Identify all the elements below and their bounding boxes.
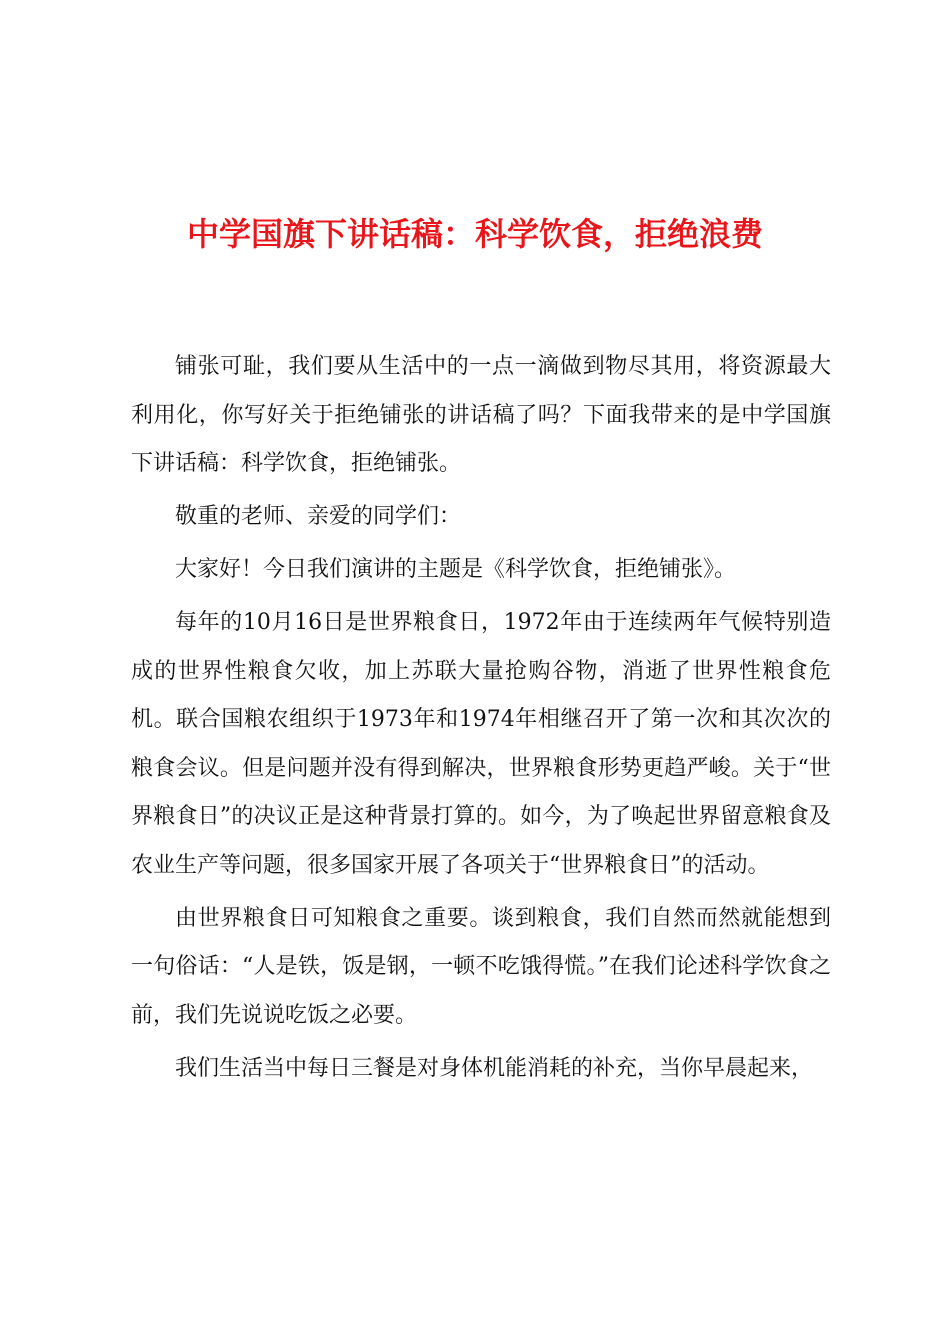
paragraph-intro: 铺张可耻，我们要从生活中的一点一滴做到物尽其用，将资源最大利用化，你写好关于拒绝铺张的讲话稿了吗？下面我带来的是中学国旗下讲话稿：科学饮食，拒绝铺张。 [131, 354, 831, 476]
paragraph-food-day: 每年的10月16日是世界粮食日，1972年由于连续两年气候特别造成的世界性粮食欠收，加上苏联大量抢购谷物，消逝了世界性粮食危机。联合国粮农组织于1973年和1974年相继召开了第一次和其次次的粮食会议。但是问题并没有得到解决，世界粮食形势更趋严峻。关于“世界粮食日”的决议正是这种背景打算的。如今，为了唤起世界留意粮食及农业生产等问题，很多国家开展了各项关于“世界粮食日”的活动。 [131, 610, 831, 878]
paragraph-greeting: 大家好！今日我们演讲的主题是《科学饮食，拒绝铺张》。 [175, 557, 737, 582]
paragraph-salutation: 敬重的老师、亲爱的同学们： [175, 504, 462, 529]
paragraph-importance: 由世界粮食日可知粮食之重要。谈到粮食，我们自然而然就能想到一句俗话：“人是铁，饭是钢，一顿不吃饿得慌。”在我们论述科学饮食之前，我们先说说吃饭之必要。 [131, 905, 831, 1028]
document-title: 中学国旗下讲话稿：科学饮食，拒绝浪费 [186, 215, 763, 253]
document-body [131, 343, 831, 1098]
paragraph-meals: 我们生活当中每日三餐是对身体机能消耗的补充，当你早晨起来， [175, 1055, 814, 1081]
